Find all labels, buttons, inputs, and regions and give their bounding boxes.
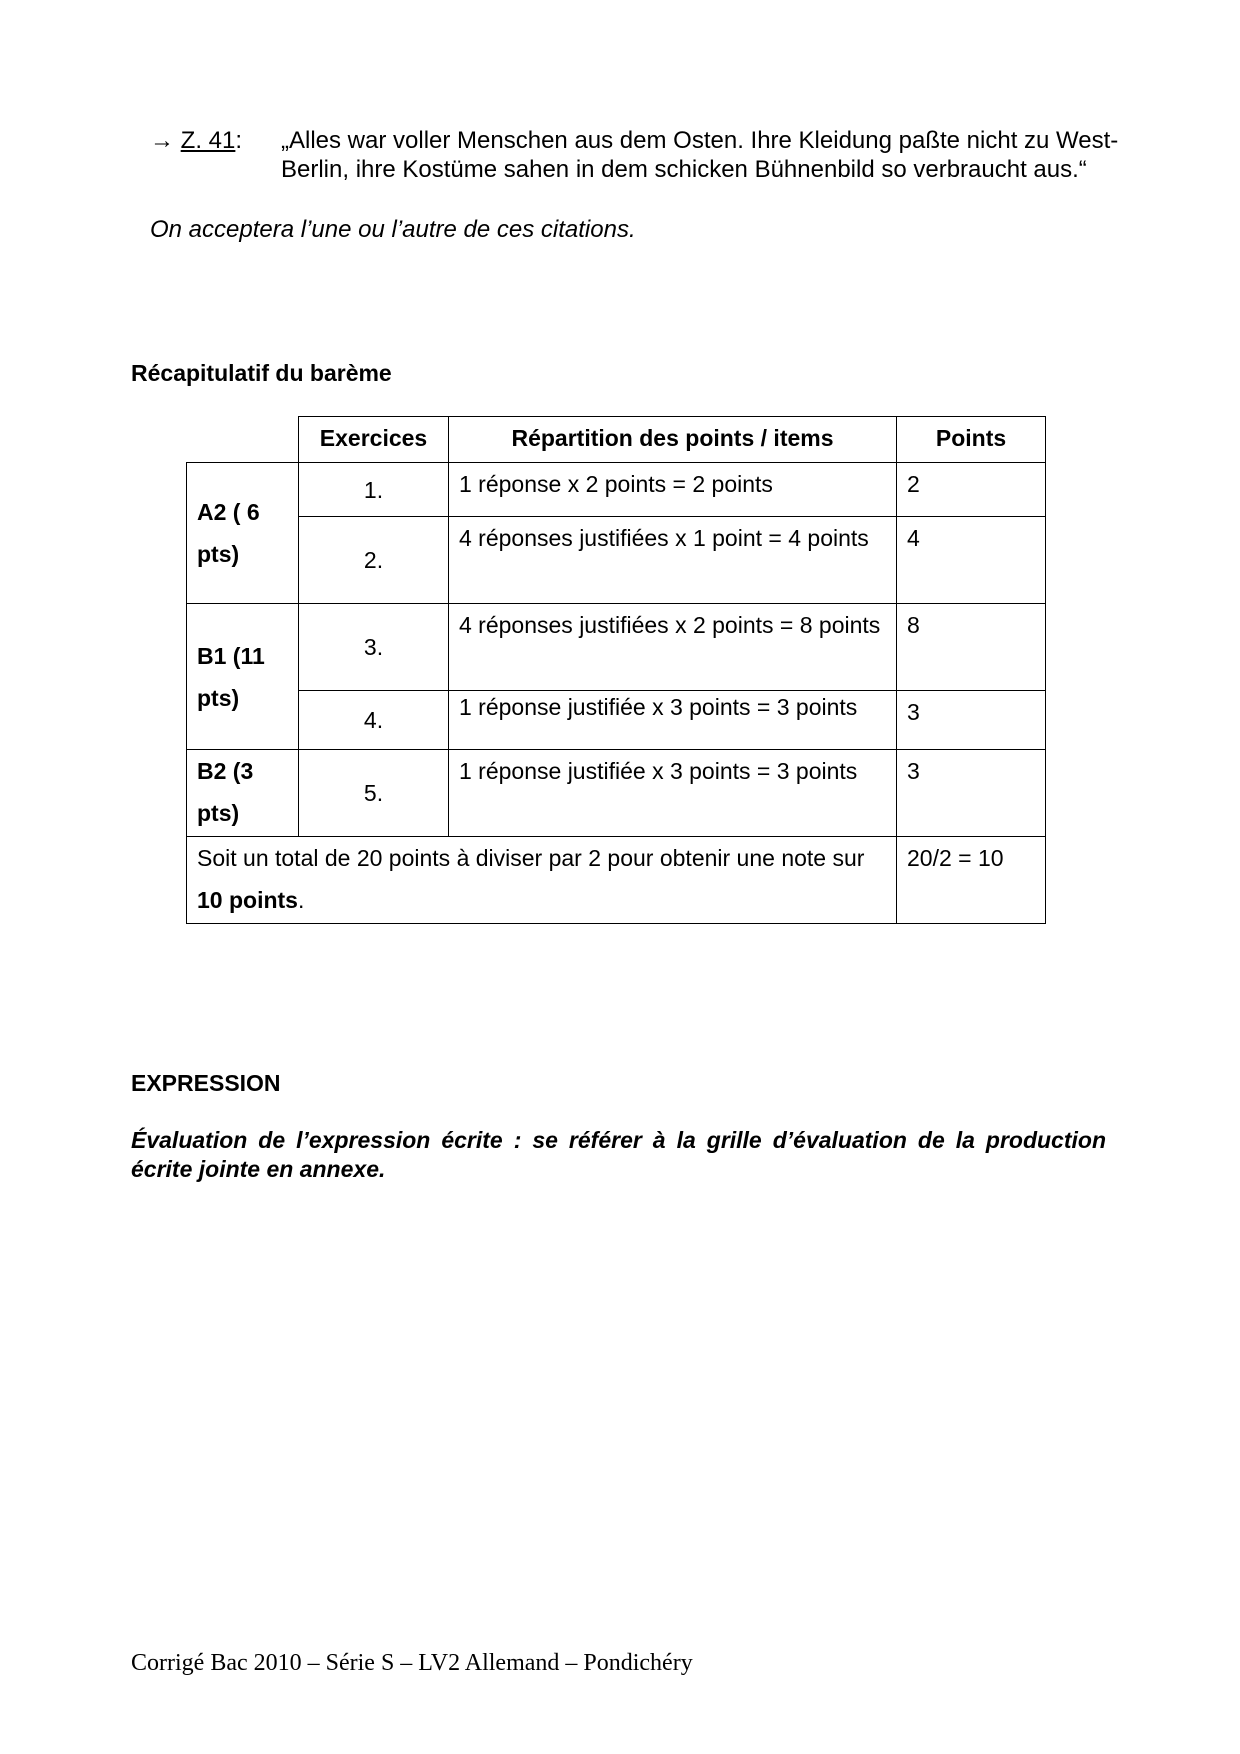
table-row (187, 691, 1046, 750)
exercise-number: 5. (299, 750, 449, 837)
empty-corner-cell (187, 417, 299, 463)
group-b2: B2 (3 pts) (187, 750, 299, 837)
points-cell: 2 (897, 463, 1046, 517)
repartition-cell: 4 réponses justifiées x 1 point = 4 points (449, 517, 897, 604)
points-cell: 4 (897, 517, 1046, 604)
expression-title: EXPRESSION (131, 1070, 281, 1096)
expression-text: Évaluation de l’expression écrite : se référer à la grille d’évaluation de la production écrite jointe en annexe. (131, 1127, 1106, 1182)
line-number: Z. 41 (180, 127, 236, 154)
arrow-icon: → (150, 127, 174, 154)
exercise-number: 2. (299, 517, 449, 604)
accept-note: On acceptera l’une ou l’autre de ces citations. (150, 216, 636, 243)
exercise-number: 1. (299, 463, 449, 517)
quote-text: „Alles war voller Menschen aus dem Osten. Ihre Kleidung paßte nicht zu West-Berlin, ihre Kostüme sahen in dem schicken Bühnenbild so verbraucht aus.“ (281, 127, 1119, 183)
group-b1: B1 (11 pts) (187, 604, 299, 750)
repartition-cell: 4 réponses justifiées x 2 points = 8 points (449, 604, 897, 691)
table-total-row (187, 837, 1046, 924)
total-text: Soit un total de 20 points à diviser par 2 pour obtenir une note sur 10 points. (187, 837, 897, 924)
table-row (187, 604, 1046, 691)
repartition-cell: 1 réponse justifiée x 3 points = 3 points (449, 691, 897, 750)
table-row (187, 750, 1046, 837)
group-a2: A2 ( 6 pts) (187, 463, 299, 604)
table-header-row (187, 417, 1046, 463)
exercise-number: 4. (299, 691, 449, 750)
total-points: 20/2 = 10 (897, 837, 1046, 924)
table-row (187, 463, 1046, 517)
points-cell: 3 (897, 691, 1046, 750)
total-bold: 10 points (197, 887, 298, 913)
page-footer: Corrigé Bac 2010 – Série S – LV2 Allemand – Pondichéry (131, 1650, 693, 1676)
exercise-number: 3. (299, 604, 449, 691)
grading-table (186, 416, 1046, 924)
header-exercices: Exercices (299, 417, 449, 463)
points-cell: 3 (897, 750, 1046, 837)
header-points: Points (897, 417, 1046, 463)
repartition-cell: 1 réponse x 2 points = 2 points (449, 463, 897, 517)
header-repartition: Répartition des points / items (449, 417, 897, 463)
recap-title: Récapitulatif du barème (131, 360, 392, 386)
points-cell: 8 (897, 604, 1046, 691)
line-reference: → Z. 41: (150, 127, 243, 154)
repartition-cell: 1 réponse justifiée x 3 points = 3 points (449, 750, 897, 837)
table-row (187, 517, 1046, 604)
